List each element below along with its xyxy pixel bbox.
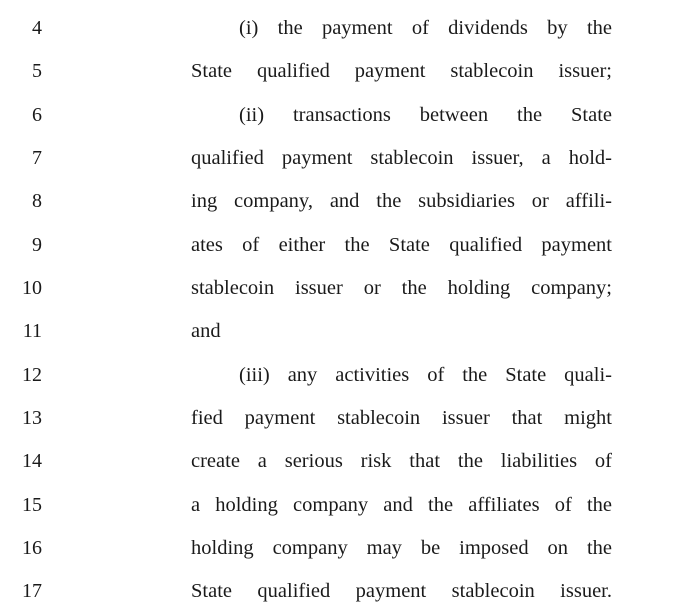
document-line <box>0 273 682 303</box>
line-number: 5 <box>32 60 42 82</box>
line-text: stablecoin issuer or the holding company; <box>191 277 612 299</box>
document-line <box>0 143 682 173</box>
document-line <box>0 56 682 86</box>
document-line <box>0 576 682 606</box>
document-line <box>0 490 682 520</box>
line-number: 4 <box>32 17 42 39</box>
line-number: 13 <box>22 407 42 429</box>
document-line <box>0 230 682 260</box>
line-number: 6 <box>32 104 42 126</box>
line-text: fied payment stablecoin issuer that might <box>191 407 612 429</box>
line-number: 7 <box>32 147 42 169</box>
line-text: State qualified payment stablecoin issuer. <box>191 580 612 602</box>
line-text: qualified payment stablecoin issuer, a hold- <box>191 147 612 169</box>
line-number: 8 <box>32 190 42 212</box>
document-line <box>0 403 682 433</box>
line-number: 15 <box>22 494 42 516</box>
document-line <box>0 13 682 43</box>
line-number: 14 <box>22 450 42 472</box>
line-number: 12 <box>22 364 42 386</box>
line-number: 16 <box>22 537 42 559</box>
line-text: (i) the payment of dividends by the <box>239 17 612 39</box>
document-line <box>0 100 682 130</box>
line-text: and <box>191 320 221 342</box>
line-number: 11 <box>22 320 42 342</box>
line-number: 10 <box>22 277 42 299</box>
line-text: a holding company and the affiliates of the <box>191 494 612 516</box>
line-text: State qualified payment stablecoin issuer; <box>191 60 612 82</box>
document-line <box>0 186 682 216</box>
document-line <box>0 360 682 390</box>
line-number: 17 <box>22 580 42 602</box>
line-text: holding company may be imposed on the <box>191 537 612 559</box>
line-text: create a serious risk that the liabilities of <box>191 450 612 472</box>
document-line <box>0 533 682 563</box>
line-text: (ii) transactions between the State <box>239 104 612 126</box>
document-line <box>0 316 682 346</box>
line-text: ing company, and the subsidiaries or affili- <box>191 190 612 212</box>
line-number: 9 <box>32 234 42 256</box>
line-text: ates of either the State qualified payment <box>191 234 612 256</box>
line-text: (iii) any activities of the State quali- <box>239 364 612 386</box>
document-line <box>0 446 682 476</box>
